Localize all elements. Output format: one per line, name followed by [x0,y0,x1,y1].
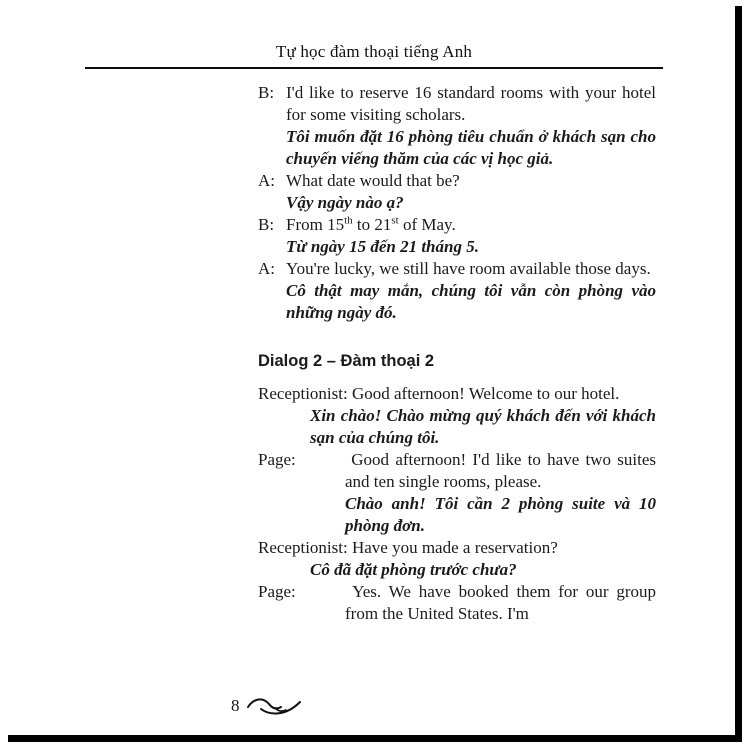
speaker-label: B: [258,215,275,234]
dialog1-turn-1-vi: Tôi muốn đặt 16 phòng tiêu chuẩn ở khách sạn cho chuyến viếng thăm của các vị học giả. [286,127,656,168]
dialog-en-text: From 15 [286,215,345,234]
page-body [258,82,656,625]
dialog2-turn-1-vi: Xin chào! Chào mừng quý khách đến với khách sạn của chúng tôi. [310,406,656,447]
dialog-en-text: Yes. We have booked them for our group from the United States. I'm [345,582,657,623]
dialog-en-text: Good afternoon! I'd like to have two suites and ten single rooms, please. [345,450,657,491]
running-title: Tự học đàm thoại tiếng Anh [275,42,473,61]
scan-border-right [735,6,742,742]
dialog1-turn-3-en [258,214,656,236]
dialog-en-text: to 21 [352,215,392,234]
page-header [85,42,663,69]
dialog-en-text: Good afternoon! Welcome to our hotel. [351,384,620,403]
dialog-en-text: I'd like to reserve 16 standard rooms with your hotel for some visiting scholars. [286,83,656,124]
dialog2-turn-1-en [258,383,656,405]
speaker-label: Page: [258,582,296,601]
dialog1-turn-2-vi: Vậy ngày nào ạ? [286,193,404,212]
speaker-label: A: [258,171,275,190]
speaker-label: Page: [258,450,296,469]
dialog-en-text: You're lucky, we still have room available those days. [286,259,651,278]
ordinal-superscript: st [391,214,399,227]
dialog-en-text: Have you made a reservation? [351,538,558,557]
dialog1-turn-2-en [258,170,656,192]
speaker-label: Receptionist: [258,384,348,403]
header-rule [85,67,663,69]
flying-bird-icon [245,694,303,723]
dialog1-turn-4-en [258,258,656,280]
speaker-label: A: [258,259,275,278]
dialog2-heading: Dialog 2 – Đàm thoại 2 [258,352,435,370]
ordinal-superscript: th [344,214,353,227]
dialog2-turn-2-vi: Chào anh! Tôi cần 2 phòng suite và 10 phòng đơn. [345,494,656,535]
dialog-en-text: of May. [398,215,456,234]
dialog1-turn-4-vi: Cô thật may mắn, chúng tôi vẫn còn phòng vào những ngày đó. [286,281,656,322]
dialog1-turn-1-en [258,82,656,126]
dialog2-turn-3-en [258,537,656,559]
dialog1-turn-3-vi: Từ ngày 15 đến 21 tháng 5. [286,237,479,256]
dialog-en-text: What date would that be? [286,171,460,190]
dialog2-turn-4-en [258,581,656,625]
scan-border-bottom [8,735,742,742]
speaker-label: Receptionist: [258,538,348,557]
dialog2-turn-2-en [258,449,656,493]
speaker-label: B: [258,83,275,102]
dialog2-turn-3-vi: Cô đã đặt phòng trước chưa? [310,560,517,579]
page-footer [231,688,303,723]
page-number: 8 [231,695,240,715]
